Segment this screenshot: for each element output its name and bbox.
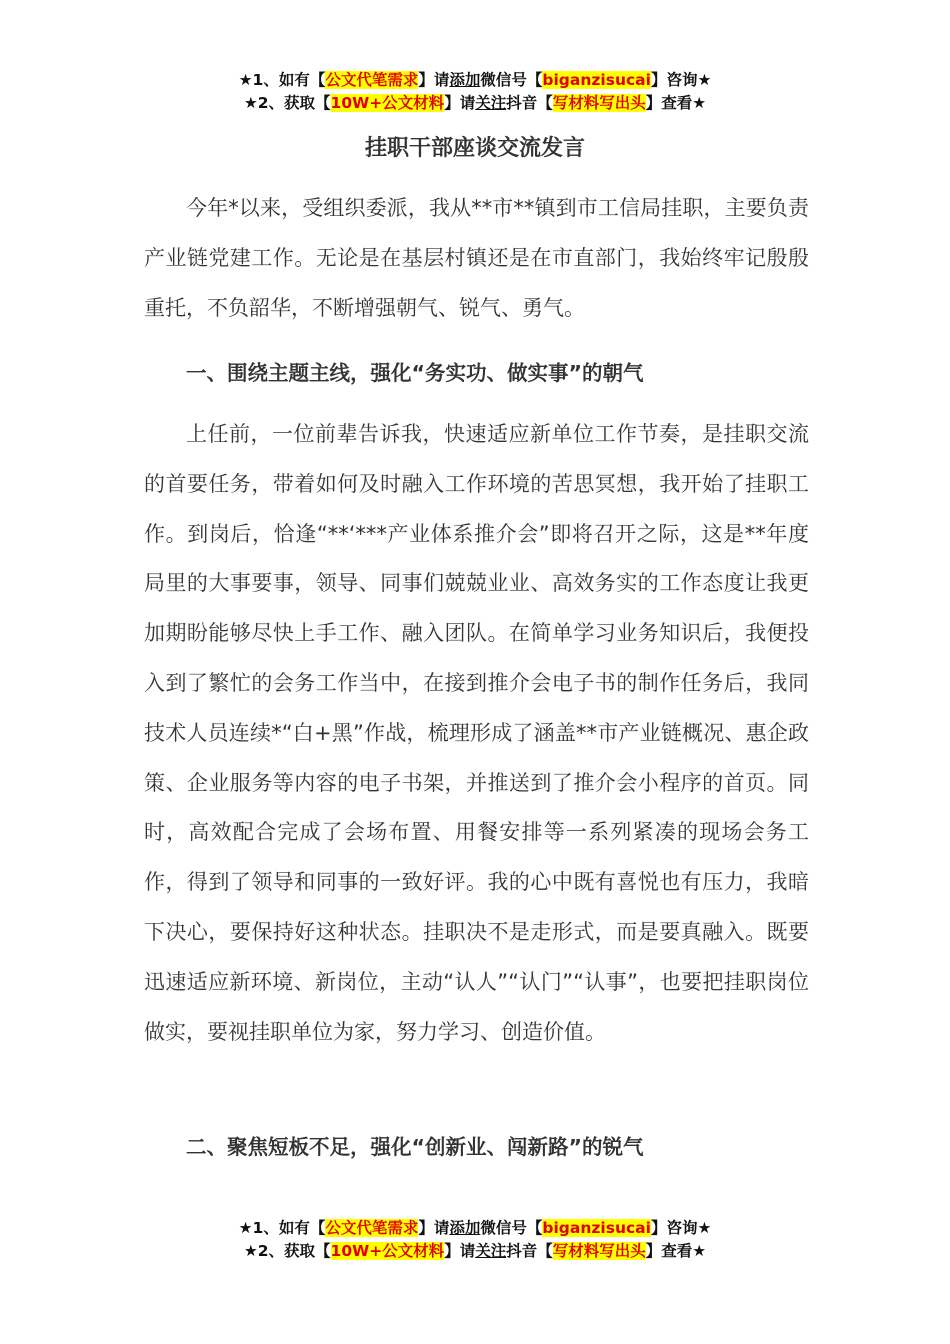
section-heading-1: 一、围绕主题主线，强化“务实功、做实事”的朝气	[186, 361, 644, 385]
highlight-materials: 10W+公文材料	[330, 1242, 445, 1260]
highlight-service: 公文代笔需求	[325, 71, 419, 89]
highlight-douyin: 写材料写出头	[552, 1242, 646, 1260]
highlight-wechat-id: biganzisucai	[542, 1219, 651, 1237]
banner-line-1: ★1、如有【公文代笔需求】请添加微信号【biganzisucai】咨询★	[238, 71, 712, 89]
highlight-douyin: 写材料写出头	[552, 94, 646, 112]
highlight-wechat-id: biganzisucai	[542, 71, 651, 89]
highlight-service: 公文代笔需求	[325, 1219, 419, 1237]
banner-line-2: ★2、获取【10W+公文材料】请关注抖音【写材料写出头】查看★	[243, 94, 707, 112]
top-banner	[0, 69, 950, 115]
section-heading-2: 二、聚焦短板不足，强化“创新业、闯新路”的锐气	[186, 1135, 644, 1159]
banner-line-2: ★2、获取【10W+公文材料】请关注抖音【写材料写出头】查看★	[243, 1242, 707, 1260]
bottom-banner	[0, 1217, 950, 1263]
section-1-paragraph: 上任前，一位前辈告诉我，快速适应新单位工作节奏，是挂职交流的首要任务，带着如何及时融入工作环境的苦思冥想，我开始了挂职工作。到岗后，恰逢“**‘***产业体系推介会”即将召开之际，这是**年度局里的大事要事，领导、同事们兢兢业业、高效务实的工作态度让我更加期盼能够尽快上手工作、融入团队。在简单学习业务知识后，我便投入到了繁忙的会务工作当中，在接到推介会电子书的制作任务后，我同技术人员连续*“白+黑”作战，梳理形成了涵盖**市产业链概况、惠企政策、企业服务等内容的电子书架，并推送到了推介会小程序的首页。同时，高效配合完成了会场布置、用餐安排等一系列紧凑的现场会务工作，得到了领导和同事的一致好评。我的心中既有喜悦也有压力，我暗下决心，要保持好这种状态。挂职决不是走形式，而是要真融入。既要迅速适应新环境、新岗位，主动“认人”“认门”“认事”，也要把挂职岗位做实，要视挂职单位为家，努力学习、创造价值。	[144, 422, 809, 1044]
document-title: 挂职干部座谈交流发言	[364, 136, 585, 161]
banner-line-1: ★1、如有【公文代笔需求】请添加微信号【biganzisucai】咨询★	[238, 1219, 712, 1237]
highlight-materials: 10W+公文材料	[330, 94, 445, 112]
intro-paragraph: 今年*以来，受组织委派，我从**市**镇到市工信局挂职，主要负责产业链党建工作。无论是在基层村镇还是在市直部门，我始终牢记殷殷重托，不负韶华，不断增强朝气、锐气、勇气。	[144, 196, 809, 320]
